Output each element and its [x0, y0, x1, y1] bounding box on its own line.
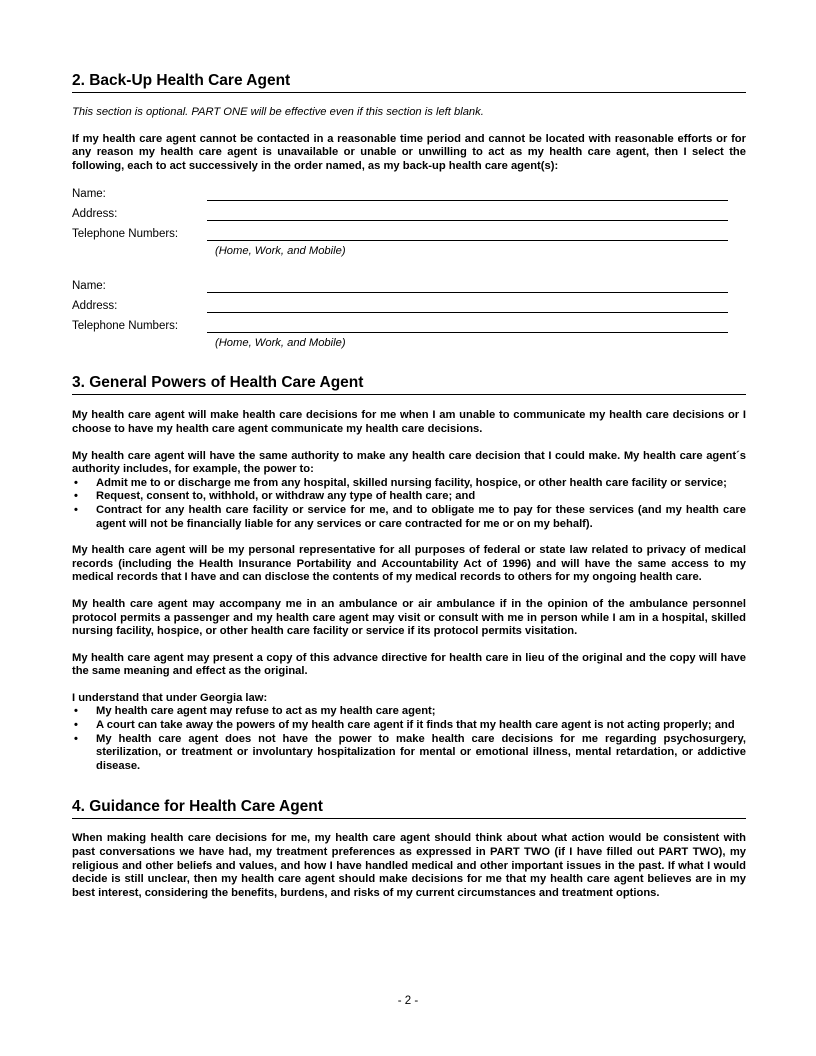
- name-label: Name:: [72, 188, 106, 201]
- list-item: • Contract for any health care facility or service for me, and to obligate me to pay for these services (and my health care agent will not be financially liable for any services or care contracted for me or on my behalf).: [72, 504, 746, 531]
- name-line[interactable]: [207, 292, 728, 293]
- phone-label: Telephone Numbers:: [72, 228, 179, 241]
- document-page: [72, 72, 746, 900]
- section-4-heading: 4. Guidance for Health Care Agent: [72, 798, 746, 819]
- section-2-heading: 2. Back-Up Health Care Agent: [72, 72, 746, 93]
- backup-agent-2-name: [72, 276, 746, 296]
- section-3-heading: 3. General Powers of Health Care Agent: [72, 374, 746, 395]
- georgia-law-list: [72, 705, 746, 773]
- address-label: Address:: [72, 300, 118, 313]
- section-3-p3: My health care agent will be my personal representative for all purposes of federal or state law related to privacy of medical records (including the Health Insurance Portability and Accountability Act of 1996) and will have the same access to my medical records that I have and can disclose the contents of my medical records to others for my ongoing health care.: [72, 544, 746, 584]
- list-item: • Admit me to or discharge me from any hospital, skilled nursing facility, hospice, or other health care facility or service;: [72, 477, 746, 491]
- list-item: • My health care agent does not have the power to make health care decisions for me regarding psychosurgery, sterilization, or treatment or involuntary hospitalization for mental or emotional illness, mental retardation, or addictive disease.: [72, 733, 746, 774]
- section-2-intro: If my health care agent cannot be contacted in a reasonable time period and cannot be located with reasonable efforts or for any reason my health care agent is unavailable or unable or unwilling to act as my health care agent, then I select the following, each to act successively in the order named, as my back-up health care agent(s):: [72, 132, 746, 172]
- address-label: Address:: [72, 208, 118, 221]
- section-2-note: This section is optional. PART ONE will be effective even if this section is left blank.: [72, 106, 484, 118]
- section-3-p2: My health care agent will have the same authority to make any health care decision that I could make. My health care agent´s authority includes, for example, the power to:: [72, 449, 746, 476]
- page-number: - 2 -: [397, 995, 419, 1007]
- list-item: • A court can take away the powers of my health care agent if it finds that my health care agent is not acting properly; and: [72, 719, 746, 733]
- section-3-p5: My health care agent may present a copy of this advance directive for health care in lieu of the original and the copy will have the same meaning and effect as the original.: [72, 651, 746, 678]
- list-item: • My health care agent may refuse to act as my health care agent;: [72, 705, 746, 719]
- backup-agent-1: [72, 184, 746, 257]
- backup-agent-2: [72, 276, 746, 349]
- phone-line[interactable]: [207, 240, 728, 241]
- phone-line[interactable]: [207, 332, 728, 333]
- phone-hint: (Home, Work, and Mobile): [215, 245, 346, 258]
- backup-agent-1-phone: [72, 224, 746, 244]
- backup-agent-1-address: [72, 204, 746, 224]
- backup-agent-2-phone: [72, 316, 746, 336]
- address-line[interactable]: [207, 312, 728, 313]
- name-label: Name:: [72, 280, 106, 293]
- phone-hint: (Home, Work, and Mobile): [215, 337, 346, 350]
- backup-agent-2-address: [72, 296, 746, 316]
- address-line[interactable]: [207, 220, 728, 221]
- name-line[interactable]: [207, 200, 728, 201]
- section-3-p4: My health care agent may accompany me in an ambulance or air ambulance if in the opinion of the ambulance personnel protocol permits a passenger and my health care agent may visit or consult with me in person while I am in a hospital, skilled nursing facility, hospice, or other health care facility or service if its protocol permits visitation.: [72, 597, 746, 638]
- list-item: • Request, consent to, withhold, or withdraw any type of health care; and: [72, 490, 746, 504]
- phone-label: Telephone Numbers:: [72, 320, 179, 333]
- section-4-p1: When making health care decisions for me, my health care agent should think about what action would be consistent with past conversations we have had, my treatment preferences as expressed in PART TWO (if I have filled out PART TWO), my religious and other beliefs and values, and how I have handled medical and other important issues in the past. If what I would decide is still unclear, then my health care agent should make decisions for me that my health care agent believes are in my best interest, considering the benefits, burdens, and risks of my current circumstances and treatment options.: [72, 832, 746, 899]
- backup-agent-1-name: [72, 184, 746, 204]
- section-3-p6: I understand that under Georgia law:: [72, 691, 268, 704]
- section-3-p1: My health care agent will make health care decisions for me when I am unable to communicate my health care decisions or I choose to have my health care agent communicate my health care decisions.: [72, 409, 746, 435]
- agent-powers-list: [72, 477, 746, 531]
